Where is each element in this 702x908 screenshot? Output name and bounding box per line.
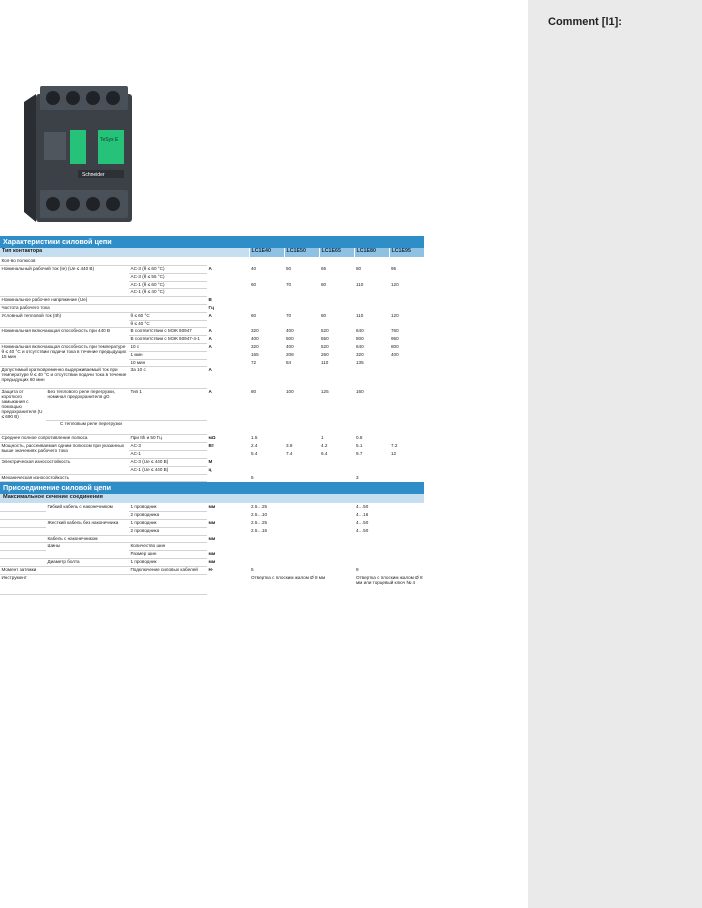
unit-cell xyxy=(207,543,249,551)
condition-label: Подключение силовых кабелей xyxy=(129,566,207,574)
value-cell: 110 xyxy=(319,359,354,367)
unit-cell: А xyxy=(207,344,249,352)
unit-cell: мм xyxy=(207,504,249,512)
spacer-cell xyxy=(0,543,46,551)
model-header: LC1E95 xyxy=(389,248,424,258)
value-cell: 6.4 xyxy=(319,451,354,459)
terminal-screw xyxy=(66,197,80,211)
value-cell: 70 xyxy=(284,281,319,289)
row-sublabel: С тепловым реле перегрузки xyxy=(46,421,207,435)
condition-label: 2 проводника xyxy=(129,527,207,535)
value-cell xyxy=(249,273,424,281)
value-cell: 320 xyxy=(354,351,389,359)
condition-label: AC-1 xyxy=(129,451,207,459)
condition-label: 1 мин xyxy=(129,351,207,359)
value-cell: 5.1 xyxy=(354,443,389,451)
row-label: Шины xyxy=(46,543,129,559)
value-cell: 400 xyxy=(284,328,319,336)
value-cell xyxy=(249,535,424,543)
unit-cell xyxy=(207,421,249,435)
value-cell xyxy=(249,551,424,559)
unit-cell xyxy=(207,451,249,459)
condition-label: В соответствии с МЭК 60947 xyxy=(129,328,207,336)
value-cell: 60 xyxy=(249,281,284,289)
condition-label: AC-1 (θ ≤ 60 °C) xyxy=(129,281,207,289)
unit-cell xyxy=(207,474,249,482)
contactor-side xyxy=(24,94,36,222)
value-cell: 135 xyxy=(354,359,389,367)
value-cell: 9.7 xyxy=(354,451,389,459)
unit-cell: мм xyxy=(207,535,249,543)
green-window-right xyxy=(98,130,124,164)
value-cell: 2.5…25 xyxy=(249,504,354,512)
row-label: Среднее полное сопротивление полюса xyxy=(0,435,129,443)
value-cell xyxy=(249,304,424,312)
unit-cell: А xyxy=(207,336,249,344)
value-cell: 120 xyxy=(389,312,424,320)
value-cell: 2.5…16 xyxy=(249,527,354,535)
unit-cell xyxy=(207,258,249,266)
value-cell: Отвертка с плоским жалом Ø 8 мм или торцевый ключ № 4 xyxy=(354,574,424,594)
value-cell: 500 xyxy=(284,336,319,344)
value-cell: 5 xyxy=(249,474,354,482)
value-cell: 80 xyxy=(319,312,354,320)
value-cell xyxy=(249,258,424,266)
row-label: Гибкий кабель с наконечником xyxy=(46,504,129,520)
value-cell: 125 xyxy=(319,389,354,421)
row-label: Жесткий кабель без наконечника xyxy=(46,520,129,536)
unit-cell: Гц xyxy=(207,304,249,312)
value-cell: 9 xyxy=(354,566,424,574)
value-cell xyxy=(249,289,424,297)
value-cell: 80 xyxy=(319,281,354,289)
value-cell: 520 xyxy=(319,328,354,336)
row-label: Номинальное рабочее напряжение (Ue) xyxy=(0,297,207,305)
condition-label: Размер шин xyxy=(129,551,207,559)
row-label: Кабель с наконечником xyxy=(46,535,207,543)
value-cell: 2.4 xyxy=(249,443,284,451)
condition-label: AC-3 (Ue ≤ 440 В) xyxy=(129,458,207,466)
unit-cell: А xyxy=(207,367,249,389)
value-cell: Отвертка с плоским жалом Ø 8 мм xyxy=(249,574,354,594)
value-cell: 2.5…10 xyxy=(249,512,354,520)
condition-label: AC-1 (Ue ≤ 440 В) xyxy=(129,466,207,474)
unit-cell xyxy=(207,289,249,297)
unit-cell: ц xyxy=(207,466,249,474)
condition-label: 1 проводник xyxy=(129,559,207,567)
value-cell: 5 xyxy=(249,566,354,574)
value-cell: 40 xyxy=(249,265,284,273)
value-cell: 400 xyxy=(389,351,424,359)
condition-label: θ ≤ 60 °C xyxy=(129,312,207,320)
value-cell: 80 xyxy=(354,265,389,273)
condition-label: В соответствии с МЭК 60947-4-1 xyxy=(129,336,207,344)
value-cell: 5.4 xyxy=(249,451,284,459)
unit-cell: мм xyxy=(207,559,249,567)
value-cell xyxy=(389,359,424,367)
value-cell: 160 xyxy=(354,389,424,421)
value-cell: 4…50 xyxy=(354,527,424,535)
row-label: Защита от короткого замыкания с помощью предохранителя (U ≤ 690 В) xyxy=(0,389,46,435)
row-label: Номинальный рабочий ток (Ie) (Ue ≤ 440 В) xyxy=(0,265,129,296)
value-cell xyxy=(249,320,424,328)
row-label: Момент затяжки xyxy=(0,566,129,574)
value-cell: 950 xyxy=(389,336,424,344)
value-cell: 4…50 xyxy=(354,520,424,528)
spacer-cell xyxy=(0,535,46,543)
condition-label: 10 мин xyxy=(129,359,207,367)
row-label: Диаметр болта xyxy=(46,559,129,567)
row-label: Условный тепловой ток (Ith) xyxy=(0,312,129,328)
value-cell: 760 xyxy=(389,328,424,336)
model-header: LC1E50 xyxy=(284,248,319,258)
condition-label: 2 проводника xyxy=(129,512,207,520)
value-cell: 80 xyxy=(249,389,284,421)
value-cell: 7.4 xyxy=(284,451,319,459)
value-cell: 320 xyxy=(249,344,284,352)
value-cell: 800 xyxy=(389,344,424,352)
comment-label: Comment [l1]: xyxy=(548,16,622,28)
condition-label: 1 проводник xyxy=(129,520,207,528)
power-section-title: Характеристики силовой цепи xyxy=(0,236,424,248)
condition-label: AC-3 xyxy=(129,443,207,451)
value-cell: 650 xyxy=(319,336,354,344)
value-cell xyxy=(249,559,424,567)
spacer-cell xyxy=(0,520,46,528)
unit-cell xyxy=(207,351,249,359)
value-cell: 120 xyxy=(389,281,424,289)
spacer-cell xyxy=(0,559,46,567)
value-cell: 3.8 xyxy=(284,443,319,451)
label-plate xyxy=(44,132,66,160)
value-cell xyxy=(249,543,424,551)
value-cell: 640 xyxy=(354,328,389,336)
value-cell: 50 xyxy=(284,265,319,273)
unit-cell: А xyxy=(207,389,249,421)
contactor-image xyxy=(20,74,140,226)
condition-label: Тип 1 xyxy=(129,389,207,421)
value-cell: 95 xyxy=(389,265,424,273)
model-header: LC1E80 xyxy=(354,248,389,258)
value-cell: 2.5…25 xyxy=(249,520,354,528)
brand-text: Schneider xyxy=(82,172,105,178)
condition-label: 1 проводник xyxy=(129,504,207,512)
unit-cell: Н· xyxy=(207,566,249,574)
value-cell: 260 xyxy=(319,351,354,359)
value-cell: 320 xyxy=(249,328,284,336)
unit-cell: А xyxy=(207,312,249,320)
spec-table xyxy=(0,236,424,595)
condition-label: AC-3 (θ ≤ 55 °C) xyxy=(129,273,207,281)
value-cell: 72 xyxy=(249,359,284,367)
terminal-screw xyxy=(46,91,60,105)
value-cell: 110 xyxy=(354,312,389,320)
terminal-screw xyxy=(86,91,100,105)
value-cell: 110 xyxy=(354,281,389,289)
value-cell xyxy=(249,297,424,305)
condition-label: За 10 с xyxy=(129,367,207,389)
value-cell: 1.5 xyxy=(249,435,319,443)
unit-cell xyxy=(207,359,249,367)
row-label: Частота рабочего тока xyxy=(0,304,207,312)
unit-cell: А xyxy=(207,328,249,336)
value-cell: 800 xyxy=(354,336,389,344)
spacer-cell xyxy=(0,527,46,535)
row-label: Механическая износостойкость xyxy=(0,474,207,482)
value-cell: 60 xyxy=(249,312,284,320)
value-cell: 400 xyxy=(249,336,284,344)
row-label: Допустимый кратковременно выдерживаемый ток при температуре θ ≤ 40 °C и отсутствии подачи тока в течение предыдущих 60 мин xyxy=(0,367,129,389)
unit-cell: Вт xyxy=(207,443,249,451)
value-cell: 165 xyxy=(249,351,284,359)
value-cell: 100 xyxy=(284,389,319,421)
spacer-cell xyxy=(0,504,46,512)
value-cell: 4.2 xyxy=(319,443,354,451)
model-text: TeSys E xyxy=(100,137,119,143)
unit-cell: А xyxy=(207,265,249,273)
value-cell: 520 xyxy=(319,344,354,352)
value-cell: 4…50 xyxy=(354,504,424,512)
unit-cell: мм xyxy=(207,551,249,559)
row-label: Кол-во полюсов xyxy=(0,258,207,266)
unit-cell xyxy=(207,281,249,289)
row-sublabel: Без теплового реле перегрузки, номинал предохранителя gG xyxy=(46,389,129,421)
value-cell xyxy=(249,367,424,389)
value-cell: 70 xyxy=(284,312,319,320)
condition-label: θ ≤ 40 °C xyxy=(129,320,207,328)
value-cell xyxy=(249,466,424,474)
condition-label: Количество шин xyxy=(129,543,207,551)
value-cell: 4…16 xyxy=(354,512,424,520)
unit-cell xyxy=(207,512,249,520)
green-window-left xyxy=(70,130,86,164)
model-header: LC1E65 xyxy=(319,248,354,258)
terminal-screw xyxy=(106,91,120,105)
value-cell: 208 xyxy=(284,351,319,359)
unit-cell xyxy=(207,527,249,535)
unit-cell xyxy=(207,574,249,594)
row-label: Электрическая износостойкость xyxy=(0,458,129,474)
type-label: Тип контактора xyxy=(0,248,249,258)
unit-cell: В xyxy=(207,297,249,305)
unit-cell: мм xyxy=(207,520,249,528)
connection-section-title: Присоединение силовой цепи xyxy=(0,482,424,494)
terminal-screw xyxy=(46,197,60,211)
spacer-cell xyxy=(0,551,46,559)
value-cell xyxy=(249,458,424,466)
value-cell: 84 xyxy=(284,359,319,367)
comment-sidebar xyxy=(528,0,702,908)
row-label: Инструмент xyxy=(0,574,207,594)
max-section-label: Максимальное сечение соединения xyxy=(0,494,424,504)
value-cell: 640 xyxy=(354,344,389,352)
value-cell: 12 xyxy=(389,451,424,459)
terminal-screw xyxy=(66,91,80,105)
unit-cell: мΩ xyxy=(207,435,249,443)
unit-cell xyxy=(207,273,249,281)
value-cell: 65 xyxy=(319,265,354,273)
condition-label: AC-1 (θ ≤ 40 °C) xyxy=(129,289,207,297)
value-cell: 1 xyxy=(319,435,354,443)
condition-label: При Ith и 50 Гц xyxy=(129,435,207,443)
value-cell: 3 xyxy=(354,474,424,482)
value-cell xyxy=(249,421,424,435)
unit-cell xyxy=(207,320,249,328)
unit-cell: М xyxy=(207,458,249,466)
row-label: Номинальная включающая способность при температуре θ ≤ 40 °C и отсутствии подачи тока в течение предыдущих 15 мин xyxy=(0,344,129,367)
condition-label: 10 с xyxy=(129,344,207,352)
row-label: Номинальная включающая способность при 440 В xyxy=(0,328,129,344)
terminal-screw xyxy=(86,197,100,211)
value-cell: 0.8 xyxy=(354,435,424,443)
value-cell: 7.2 xyxy=(389,443,424,451)
spacer-cell xyxy=(0,512,46,520)
row-label: Мощность, рассеиваемая одним полюсом при указанных выше значениях рабочего тока xyxy=(0,443,129,459)
terminal-screw xyxy=(106,197,120,211)
condition-label: AC-3 (θ ≤ 60 °C) xyxy=(129,265,207,273)
value-cell: 400 xyxy=(284,344,319,352)
model-header: LC1E40 xyxy=(249,248,284,258)
